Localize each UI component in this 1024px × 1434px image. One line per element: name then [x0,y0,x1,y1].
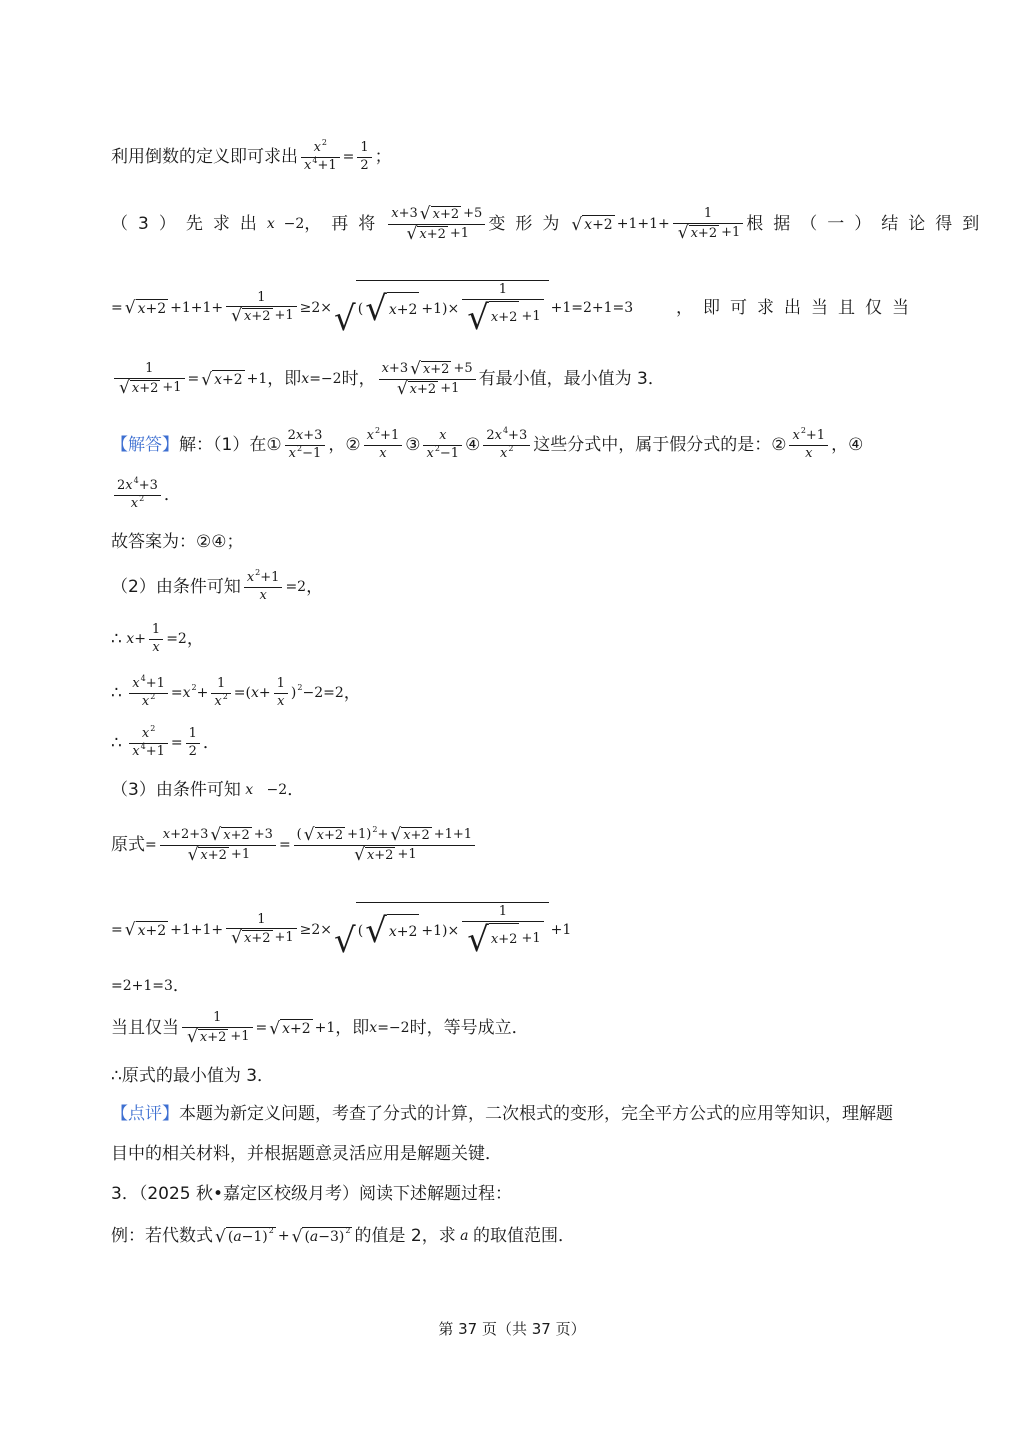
text: 故答案为：②④； [111,532,244,552]
inequality-line: = √ x +2 +1+1+ 1 √ x +2 +1 ≥2× √ ( √ x +2 +1)× 1 √ x +2 +1 +1 [111,904,572,961]
text: ； [374,147,392,168]
text: 有最小值，最小值为 3． [478,369,665,390]
comment-tag: 【点评】 [111,1104,179,1124]
text: 这些分式中，属于假分式的是：② [533,435,787,456]
text: ，即 [267,369,302,390]
text: ， [306,577,324,598]
text: ． [163,485,181,506]
fraction: x 2 x 4 +1 [301,140,340,175]
text: 时，等号成立． [409,1018,529,1039]
text: 当且仅当 [111,1018,179,1039]
text: 时， [341,369,376,390]
page-footer: 第 37 页（共 37 页） [438,1320,586,1338]
text: 本题为新定义问题，考查了分式的计算，二次根式的变形，完全平方公式的应用等知识，理解题 [179,1104,893,1124]
fraction: $\frac{1}{2}$ [357,140,371,175]
comment-line-1 [111,1104,919,1124]
line-2: （3）先求出 x −2 ，再将 x +3 √ x +2 +5 √ x +2 +1 变形为 √ x +2 +1+1+ 1 √ x +2 +1 根据（一）结论得到 [111,204,990,244]
minimum-line [111,1066,919,1086]
text: 根据（一）结论得到 [746,214,990,235]
text: （3）由条件可知 [111,780,241,800]
line-3: = √ x +2 +1+1+ 1 √ x +2 +1 ≥2× √ ( √ x +2 +1)× 1 √ x +2 +1 +1=2+1=3 ，即可求出当且仅当 [111,282,919,339]
part2-step3: ∴ x 2 x 4 +1 = $\frac{1}{2}$ ． [111,723,220,759]
text: 的值是 2，求 [354,1226,456,1246]
equality-condition: 当且仅当 1 √ x +2 +1 = √ x +2 +1 ，即 x =−2 时，等号成立． [111,1010,529,1047]
fraction: x +3 √ x +2 +5 √ x +2 +1 [379,360,476,399]
answer-tag: 【解答】 [111,435,179,456]
text: ，再将 [304,214,386,235]
text: ， [186,629,204,650]
fraction: x +3 √ x +2 +5 √ x +2 +1 [388,205,485,244]
text: （3）先求出 [111,214,267,235]
text: ． [202,733,220,754]
part2-step2: ∴ x 4 +1 x 2 = x 2 + 1 x 2 =( x + $\frac{1}{x}$ ) 2 −2=2 ， [111,673,361,709]
text: ④ [465,435,481,456]
text: ，即 [335,1018,370,1039]
text: ∴原式的最小值为 3． [111,1066,275,1086]
text: 变形为 [488,214,570,235]
text: ． [287,780,305,800]
fraction: 1 √ x +2 +1 [226,290,297,327]
line-4: 1 √ x +2 +1 = √ x +2 +1 ，即 x =−2 时， x +3 √ x +2 +5 √ x +2 +1 有最小值，最小值为 3． [111,360,919,399]
answer-line-2: 2 x 4 +3 x 2 ． [111,478,919,513]
part2-step1: ∴ x + $\frac{1}{x}$ =2 ， [111,622,204,655]
part2-line: （2）由条件可知 x 2 +1 x =2 ， [111,567,324,603]
answer-result [111,532,919,552]
text: 利用倒数的定义即可求出 [111,147,298,168]
therefore-sign: ∴ [111,683,122,704]
text: 解：（1）在① [179,435,282,456]
text: （2）由条件可知 [111,577,241,598]
text: 目中的相关材料，并根据题意灵活应用是解题关键． [111,1144,502,1164]
comment-line-2 [111,1144,919,1164]
fraction: 1 √ x +2 +1 [114,361,185,398]
therefore-sign: ∴ [111,733,122,754]
answer-line: 【解答】 解：（1）在① 2 x +3 x 2 −1 ，② x 2 +1 x ③ x x 2 −1 ④ 2 x 4 +3 x 2 这些分式中，属于假分式的是：② x 2 +1 x ，④ [111,425,864,461]
text: ，即可求出当且仅当 [676,297,919,318]
text: ， [343,683,361,704]
text: 3．（2025 秋•嘉定区校级月考）阅读下述解题过程： [111,1184,513,1204]
text: ，② [328,435,361,456]
text: ，④ [831,435,864,456]
example-line: 例：若代数式 √ ( a −1) 2 + √ ( a −3) 2 的值是 2，求 a 的取值范围． [111,1226,575,1247]
fraction: 1 √ x +2 +1 [673,206,744,243]
result-line: =2+1=3 ． [111,976,190,996]
text: 的取值范围． [472,1226,575,1246]
therefore-sign: ∴ [111,629,122,650]
question-3 [111,1184,919,1204]
line-1: 利用倒数的定义即可求出 x 2 x 4 +1 = $\frac{1}{2}$ ； [111,137,392,173]
text: 原式 [111,835,145,856]
text: ③ [405,435,421,456]
original-expression: 原式 = x +2+3 √ x +2 +3 √ x +2 +1 = ( √ x +2 +1) 2 + √ x +2 +1+1 √ x +2 +1 [111,826,919,865]
text: ． [172,976,190,996]
text: 例：若代数式 [111,1226,213,1246]
part3-line: （3）由条件可知 x −2 ． [111,780,305,800]
